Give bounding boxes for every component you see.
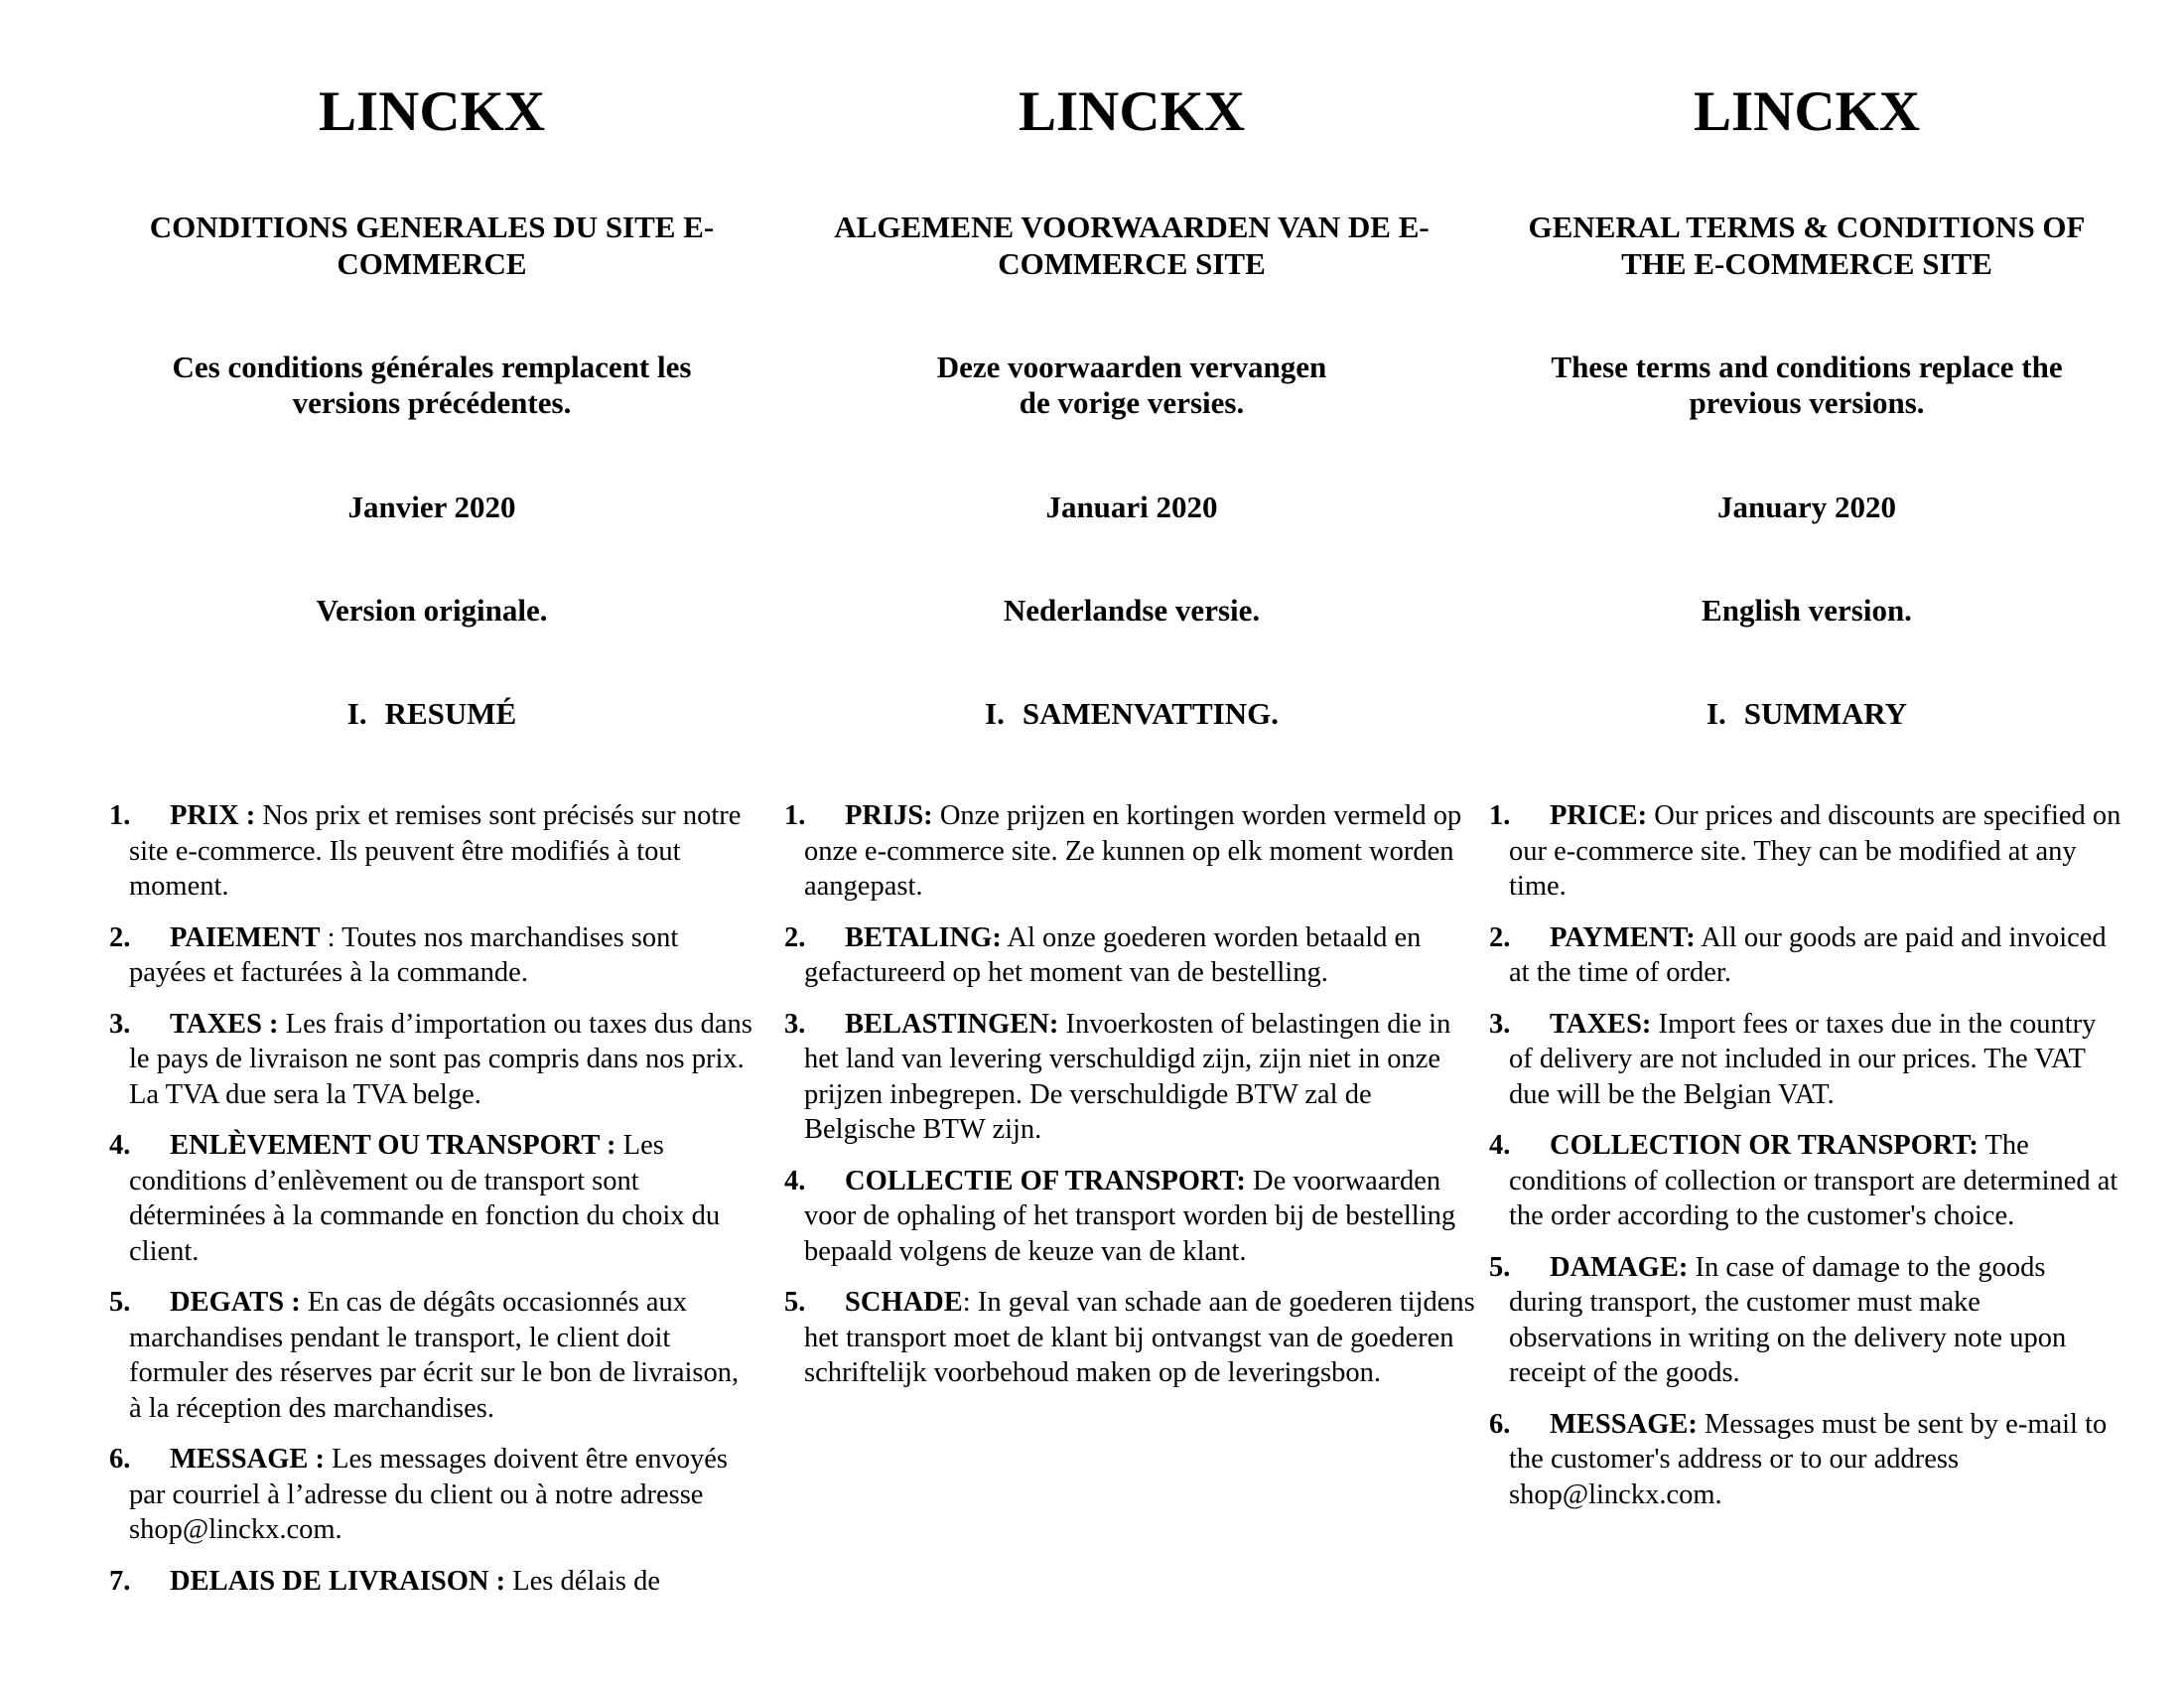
list-item [1489, 1407, 2124, 1513]
item-text: Import fees or taxes due in the country of delivery are not included in our prices. The VAT due will be the Belgian VAT. [1509, 1008, 2097, 1110]
document-title-line: GENERAL TERMS & CONDITIONS OF [1528, 210, 2086, 244]
document-title [1489, 209, 2124, 282]
list-item [109, 1564, 754, 1600]
list-item [1489, 798, 2124, 905]
item-number: 4. [784, 1165, 806, 1196]
item-heading: MESSAGE: [1550, 1408, 1698, 1440]
item-number: 6. [1489, 1408, 1511, 1440]
item-number: 4. [1489, 1130, 1511, 1161]
section-number: I. [346, 696, 367, 731]
item-heading: SCHADE [845, 1287, 963, 1318]
section-title: RESUMÉ [384, 696, 517, 731]
summary-list [784, 798, 1479, 1407]
document-date: Janvier 2020 [347, 490, 516, 524]
section-number: I. [985, 696, 1005, 731]
document-title-line: CONDITIONS GENERALES DU SITE E- [149, 210, 715, 244]
item-text: : In geval van schade aan de goederen tijdens het transport moet de klant bij ontvangst van de goederen schriftelijk voorbehoud maken op de leveringsbon. [804, 1287, 1475, 1388]
list-item [1489, 1250, 2124, 1391]
document-title-line: ALGEMENE VOORWAARDEN VAN DE E- [834, 210, 1430, 244]
item-text: En cas de dégâts occasionnés aux marchandises pendant le transport, le client doit formuler des réserves par écrit sur le bon de livraison, à la réception des marchandises. [129, 1287, 740, 1424]
item-heading: TAXES : [170, 1008, 279, 1040]
document-title-line: THE E-COMMERCE SITE [1621, 246, 1992, 281]
item-heading: COLLECTIE OF TRANSPORT: [845, 1165, 1246, 1196]
replacement-note-line: versions précédentes. [292, 385, 572, 420]
item-number: 5. [1489, 1251, 1511, 1283]
item-text: Onze prijzen en kortingen worden vermeld op onze e-commerce site. Ze kunnen op elk moment worden aangepast. [804, 800, 1462, 902]
item-heading: BELASTINGEN: [845, 1008, 1059, 1040]
list-item [109, 798, 754, 905]
section-title: SAMENVATTING. [1022, 696, 1279, 731]
item-heading: PAIEMENT [170, 921, 321, 953]
item-number: 6. [109, 1444, 131, 1475]
item-text: Les conditions d’enlèvement ou de transport sont déterminées à la commande en fonction du choix du client. [129, 1130, 721, 1267]
list-item [1489, 1007, 2124, 1113]
item-text: Les messages doivent être envoyés par courriel à l’adresse du client ou à notre adresse shop@linckx.com. [129, 1444, 728, 1545]
list-item [109, 920, 754, 991]
summary-list [109, 798, 754, 1615]
column-dutch [784, 0, 1479, 1688]
item-heading: PAYMENT: [1550, 921, 1696, 953]
section-title: SUMMARY [1743, 696, 1908, 731]
brand-title: LINCKX [318, 80, 546, 143]
section-number: I. [1706, 696, 1726, 731]
document-date: Januari 2020 [1045, 490, 1218, 524]
item-number: 5. [109, 1287, 131, 1318]
item-text: In case of damage to the goods during transport, the customer must make observations in writing on the delivery note upon receipt of the goods. [1509, 1251, 2067, 1388]
item-text: Les frais d’importation ou taxes dus dans le pays de livraison ne sont pas compris dans nos prix. La TVA due sera la TVA belge. [129, 1008, 752, 1110]
list-item [784, 1007, 1479, 1148]
item-heading: PRICE: [1550, 800, 1648, 831]
replacement-note-line: These terms and conditions replace the [1551, 350, 2063, 384]
item-number: 2. [109, 921, 131, 953]
item-heading: BETALING: [845, 921, 1002, 953]
item-text: The conditions of collection or transport are determined at the order according to the customer's choice. [1509, 1130, 2118, 1231]
item-text: Les délais de [505, 1565, 661, 1597]
column-french [109, 0, 754, 1688]
list-item [109, 1442, 754, 1548]
item-text: Our prices and discounts are specified on our e-commerce site. They can be modified at any time. [1509, 800, 2121, 902]
replacement-note-line: previous versions. [1689, 385, 1925, 420]
section-heading [1489, 696, 2124, 732]
item-number: 2. [784, 921, 806, 953]
summary-list [1489, 798, 2124, 1528]
item-text: All our goods are paid and invoiced at the time of order. [1509, 921, 2107, 988]
item-number: 1. [784, 800, 806, 831]
column-english [1489, 0, 2124, 1688]
item-text: De voorwaarden voor de ophaling of het transport worden bij de bestelling bepaald volgens de keuze van de klant. [804, 1165, 1456, 1267]
item-text: Messages must be sent by e-mail to the customer's address or to our address shop@linckx.com. [1509, 1408, 2108, 1510]
version-label: Nederlandse versie. [1003, 593, 1261, 628]
item-number: 2. [1489, 921, 1511, 953]
document-title [109, 209, 754, 282]
replacement-note-line: de vorige versies. [1019, 385, 1245, 420]
item-number: 7. [109, 1565, 131, 1597]
item-number: 3. [109, 1008, 131, 1040]
item-number: 3. [784, 1008, 806, 1040]
replacement-note [109, 350, 754, 421]
document-title [784, 209, 1479, 282]
item-number: 3. [1489, 1008, 1511, 1040]
item-heading: MESSAGE : [170, 1444, 325, 1475]
list-item [1489, 920, 2124, 991]
document-title-line: COMMERCE [337, 246, 527, 281]
replacement-note [1489, 350, 2124, 421]
item-number: 1. [1489, 800, 1511, 831]
item-heading: PRIX : [170, 800, 256, 831]
section-heading [784, 696, 1479, 732]
version-label: English version. [1702, 593, 1912, 628]
list-item [784, 798, 1479, 905]
list-item [784, 920, 1479, 991]
section-heading [109, 696, 754, 732]
list-item [109, 1007, 754, 1113]
replacement-note-line: Deze voorwaarden vervangen [936, 350, 1327, 384]
item-heading: DAMAGE: [1550, 1251, 1689, 1283]
list-item [1489, 1128, 2124, 1234]
brand-title: LINCKX [1018, 80, 1246, 143]
item-heading: COLLECTION OR TRANSPORT: [1550, 1130, 1979, 1161]
item-number: 4. [109, 1130, 131, 1161]
list-item [109, 1128, 754, 1269]
item-heading: ENLÈVEMENT OU TRANSPORT : [170, 1130, 616, 1161]
item-text: Al onze goederen worden betaald en gefactureerd op het moment van de bestelling. [804, 921, 1422, 988]
replacement-note [784, 350, 1479, 421]
list-item [784, 1164, 1479, 1270]
document-date: January 2020 [1717, 490, 1896, 524]
item-heading: TAXES: [1550, 1008, 1652, 1040]
item-text: : Toutes nos marchandises sont payées et facturées à la commande. [129, 921, 679, 988]
list-item [784, 1285, 1479, 1391]
item-text: Nos prix et remises sont précisés sur notre site e-commerce. Ils peuvent être modifiés à tout moment. [129, 800, 742, 902]
item-text: Invoerkosten of belastingen die in het land van levering verschuldigd zijn, zijn niet in onze prijzen inbegrepen. De verschuldigde BTW zal de Belgische BTW zijn. [804, 1008, 1451, 1145]
list-item [109, 1285, 754, 1426]
replacement-note-line: Ces conditions générales remplacent les [172, 350, 692, 384]
item-number: 1. [109, 800, 131, 831]
item-heading: DEGATS : [170, 1287, 301, 1318]
item-heading: DELAIS DE LIVRAISON : [170, 1565, 506, 1597]
item-number: 5. [784, 1287, 806, 1318]
version-label: Version originale. [316, 593, 548, 628]
item-heading: PRIJS: [845, 800, 933, 831]
brand-title: LINCKX [1693, 80, 1921, 143]
document-title-line: COMMERCE SITE [998, 246, 1266, 281]
